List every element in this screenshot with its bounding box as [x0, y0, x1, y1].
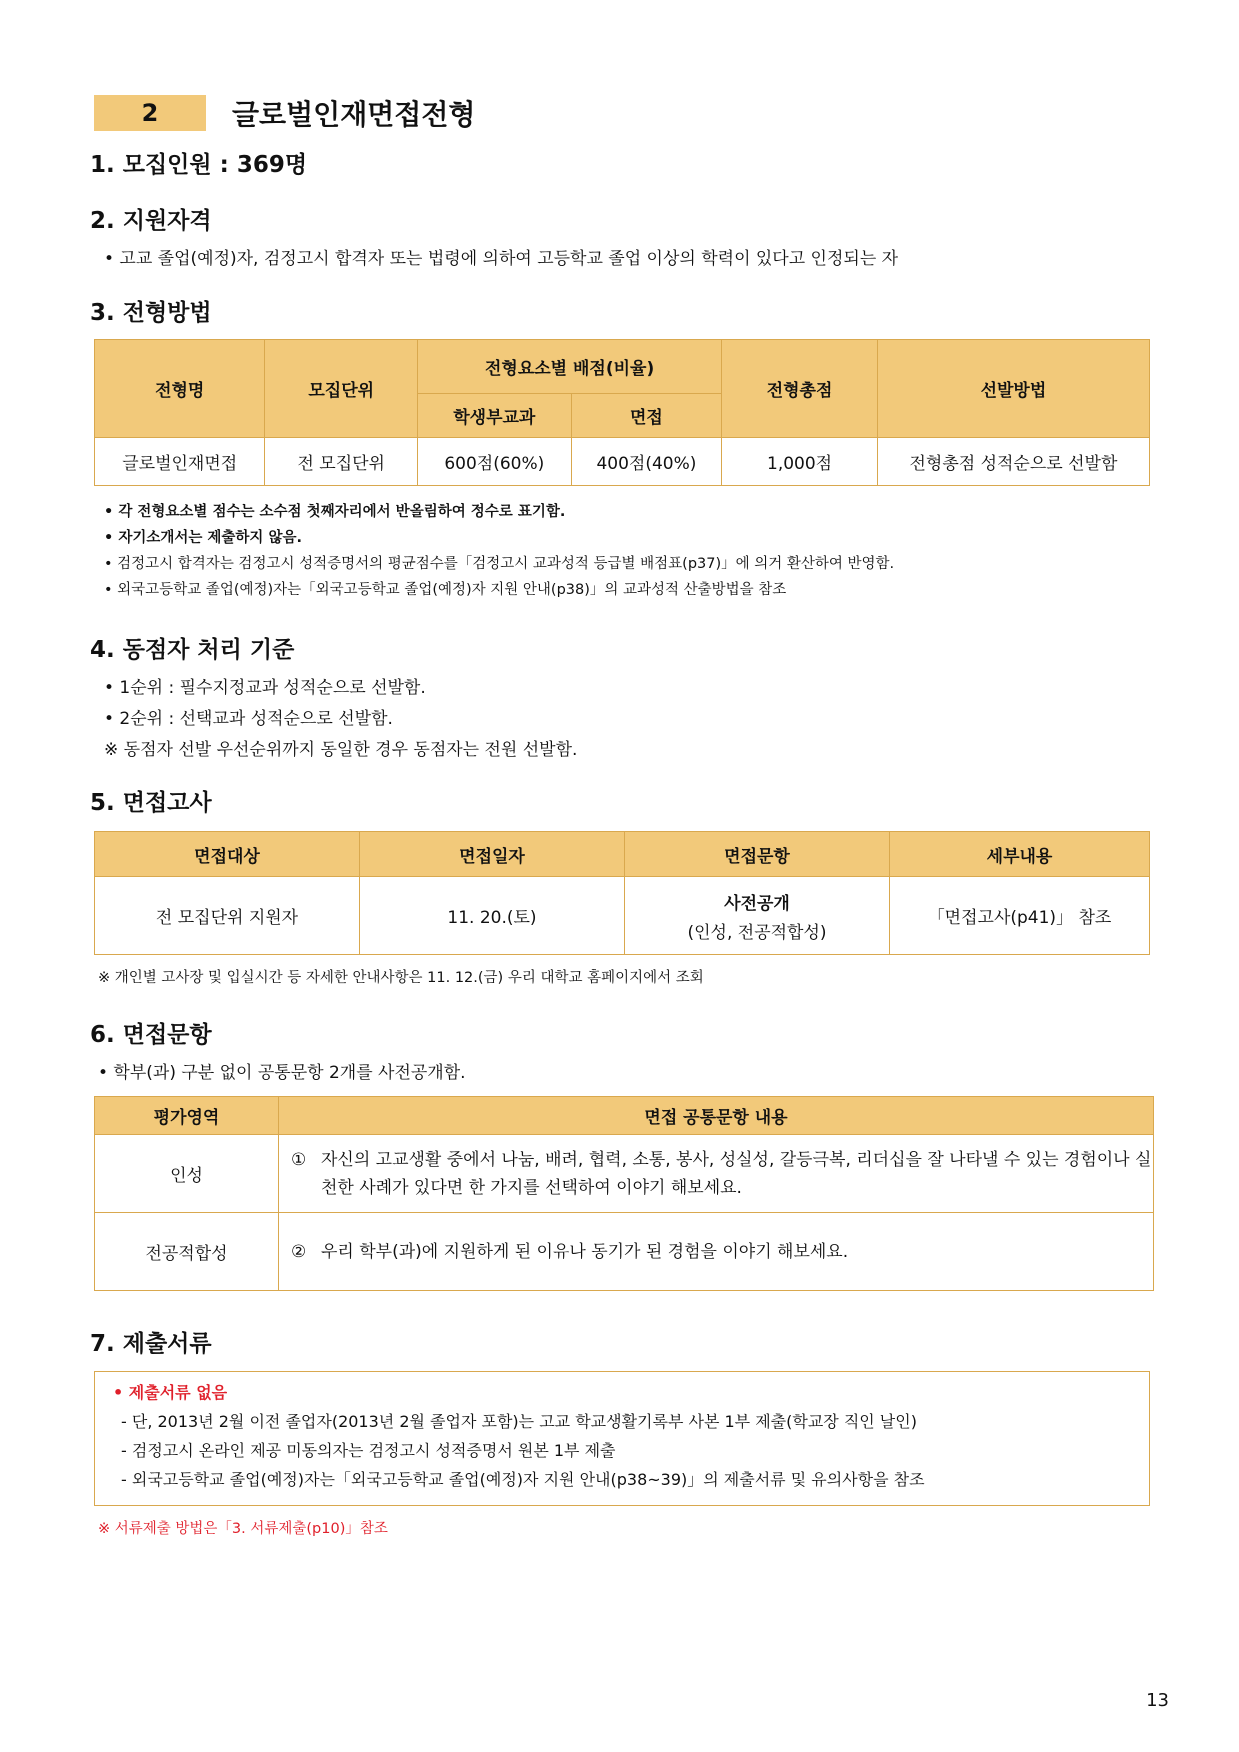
interview-note: ※ 개인별 고사장 및 입실시간 등 자세한 안내사항은 11. 12.(금) 우리 대학교 홈페이지에서 조회	[98, 970, 704, 986]
th-score: 전형요소별 배점(비율)	[417, 340, 721, 394]
documents-item: - 검정고시 온라인 제공 미동의자는 검정고시 성적증명서 원본 1부 제출	[121, 1441, 616, 1460]
heading-eligibility: 2. 지원자격	[90, 208, 212, 234]
th-method: 선발방법	[877, 340, 1149, 438]
topic-public: 사전공개	[724, 893, 790, 914]
th-unit: 모집단위	[265, 340, 418, 438]
cell-method: 전형총점 성적순으로 선발함	[877, 438, 1149, 486]
th-name: 전형명	[95, 340, 265, 438]
question-number-1: ①	[291, 1149, 307, 1170]
documents-item: - 단, 2013년 2월 이전 졸업자(2013년 2월 졸업자 포함)는 고교 학교생활기록부 사본 1부 제출(학교장 직인 날인)	[121, 1412, 917, 1431]
tiebreak-item: • 2순위 : 선택교과 성적순으로 선발함.	[104, 709, 393, 729]
heading-documents: 7. 제출서류	[90, 1331, 212, 1357]
method-note: • 검정고시 합격자는 검정고시 성적증명서의 평균점수를「검정고시 교과성적 등급별 배점표(p37)」에 의거 환산하여 반영함.	[104, 556, 895, 572]
th-detail: 세부내용	[890, 832, 1150, 877]
th-school: 학생부교과	[417, 394, 571, 438]
method-note: • 각 전형요소별 점수는 소수점 첫째자리에서 반올림하여 정수로 표기함.	[104, 504, 566, 520]
heading-recruitment: 1. 모집인원 : 369명	[90, 152, 308, 178]
cell-date: 11. 20.(토)	[360, 877, 625, 955]
documents-box	[94, 1371, 1150, 1506]
cell-question-2	[279, 1213, 1154, 1291]
method-table	[94, 339, 1150, 486]
page-number: 13	[1146, 1690, 1169, 1711]
th-date: 면접일자	[360, 832, 625, 877]
questions-table	[94, 1096, 1154, 1291]
cell-detail: 「면접고사(p41)」 참조	[890, 877, 1150, 955]
documents-title: • 제출서류 없음	[113, 1383, 228, 1402]
heading-questions: 6. 면접문항	[90, 1022, 212, 1048]
questions-intro: • 학부(과) 구분 없이 공통문항 2개를 사전공개함.	[98, 1063, 466, 1083]
cell-total: 1,000점	[722, 438, 878, 486]
cell-topic	[625, 877, 890, 955]
documents-item: - 외국고등학교 졸업(예정)자는「외국고등학교 졸업(예정)자 지원 안내(p38~39)」의 제출서류 및 유의사항을 참조	[121, 1470, 925, 1489]
cell-name: 글로벌인재면접	[95, 438, 265, 486]
heading-method: 3. 전형방법	[90, 300, 212, 326]
th-interview: 면접	[571, 394, 722, 438]
heading-interview: 5. 면접고사	[90, 790, 212, 816]
cell-school: 600점(60%)	[417, 438, 571, 486]
section-title	[94, 94, 475, 132]
eligibility-item: • 고교 졸업(예정)자, 검정고시 합격자 또는 법령에 의하여 고등학교 졸업 이상의 학력이 있다고 인정되는 자	[104, 249, 899, 269]
cell-target: 전 모집단위 지원자	[95, 877, 360, 955]
th-target: 면접대상	[95, 832, 360, 877]
section-number-badge: 2	[94, 95, 206, 131]
section-title-text: 글로벌인재면접전형	[232, 98, 476, 131]
cell-question-1	[279, 1135, 1154, 1213]
documents-note: ※ 서류제출 방법은「3. 서류제출(p10)」참조	[98, 1521, 388, 1537]
th-topic: 면접문항	[625, 832, 890, 877]
method-note: • 외국고등학교 졸업(예정)자는「외국고등학교 졸업(예정)자 지원 안내(p38)」의 교과성적 산출방법을 참조	[104, 582, 787, 598]
th-total: 전형총점	[722, 340, 878, 438]
question-text-1: 자신의 고교생활 중에서 나눔, 배려, 협력, 소통, 봉사, 성실성, 갈등극복, 리더십을 잘 나타낼 수 있는 경험이나 실천한 사례가 있다면 한 가지를 선택하여 이야기 해보세요.	[321, 1149, 1152, 1198]
heading-tiebreak: 4. 동점자 처리 기준	[90, 637, 295, 663]
question-number-2: ②	[291, 1241, 307, 1262]
tiebreak-note: ※ 동점자 선발 우선순위까지 동일한 경우 동점자는 전원 선발함.	[104, 740, 578, 760]
th-content: 면접 공통문항 내용	[279, 1097, 1154, 1135]
question-text-2: 우리 학부(과)에 지원하게 된 이유나 동기가 된 경험을 이야기 해보세요.	[321, 1241, 849, 1262]
cell-area-2: 전공적합성	[95, 1213, 279, 1291]
method-note: • 자기소개서는 제출하지 않음.	[104, 530, 303, 546]
cell-interview: 400점(40%)	[571, 438, 722, 486]
cell-unit: 전 모집단위	[265, 438, 418, 486]
topic-areas: (인성, 전공적합성)	[687, 922, 827, 943]
th-area: 평가영역	[95, 1097, 279, 1135]
cell-area-1: 인성	[95, 1135, 279, 1213]
interview-table	[94, 831, 1150, 955]
tiebreak-item: • 1순위 : 필수지정교과 성적순으로 선발함.	[104, 678, 426, 698]
